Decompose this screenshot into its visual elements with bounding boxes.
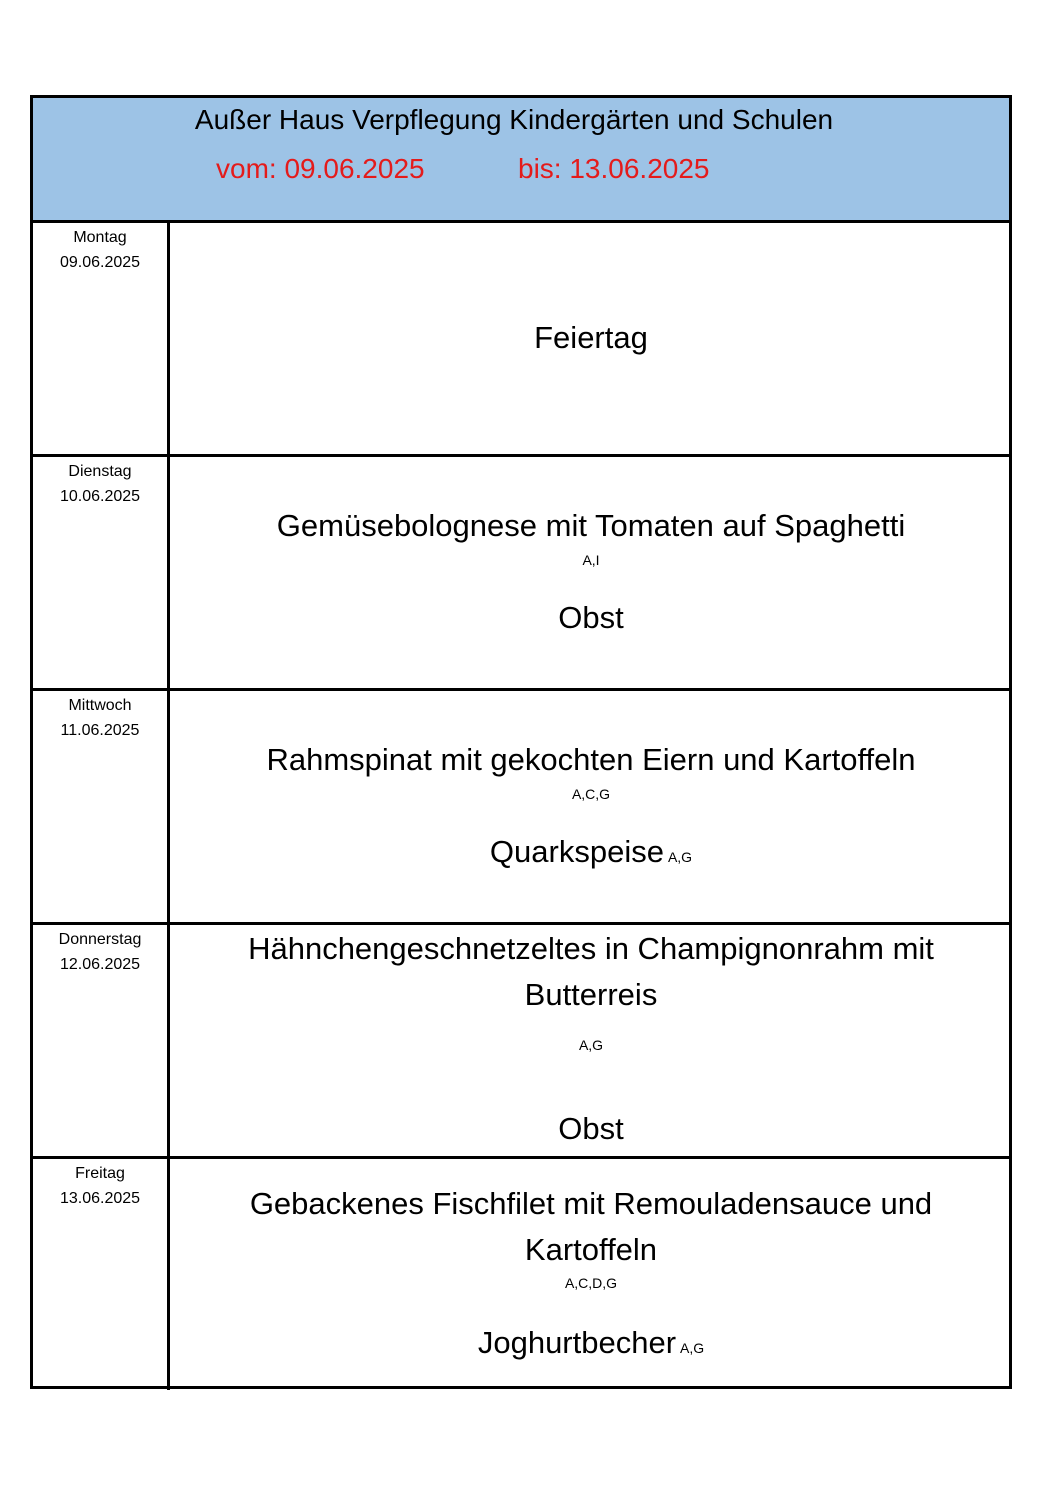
meal-cell [173, 691, 1009, 922]
date-label: 09.06.2025 [59, 254, 141, 271]
date-to: bis: 13.06.2025 [518, 153, 710, 184]
day-row-friday [33, 1159, 1009, 1390]
main-dish: Rahmspinat mit gekochten Eiern und Kartoffeln [266, 742, 916, 777]
date-label: 11.06.2025 [60, 722, 140, 739]
day-row-wednesday [33, 691, 1009, 925]
dessert: Obst [558, 1111, 624, 1146]
date-label: 10.06.2025 [59, 488, 141, 505]
day-row-monday [33, 223, 1009, 457]
dessert: Joghurtbecher [477, 1325, 677, 1360]
weekday-label: Donnerstag [58, 931, 142, 948]
dessert: Obst [558, 600, 624, 635]
main-dish-line-2: Kartoffeln [524, 1232, 658, 1267]
day-cell [33, 1159, 170, 1390]
day-cell [33, 457, 170, 688]
dessert-allergens: A,G [667, 849, 693, 865]
date-from: vom: 09.06.2025 [216, 153, 425, 184]
main-allergens: A,I [582, 552, 600, 568]
weekday-label: Freitag [75, 1165, 125, 1182]
dessert-allergens: A,G [680, 1340, 705, 1356]
day-row-tuesday [33, 457, 1009, 691]
date-label: 12.06.2025 [59, 956, 141, 973]
dessert: Quarkspeise [489, 834, 664, 869]
main-allergens: A,G [578, 1037, 604, 1053]
meal-cell [173, 925, 1009, 1156]
date-label: 13.06.2025 [59, 1190, 141, 1207]
meal-cell [173, 457, 1009, 688]
day-cell [33, 223, 170, 454]
main-allergens: A,C,G [571, 786, 611, 802]
menu-table [30, 95, 1012, 1389]
dessert-line [173, 1325, 1009, 1361]
meal-cell [173, 223, 1009, 454]
menu-header [33, 98, 1009, 223]
menu-title: Außer Haus Verpflegung Kindergärten und Schulen [194, 104, 834, 135]
main-dish-line-1: Hähnchengeschnetzeltes in Champignonrahm mit [248, 931, 934, 966]
dessert-line [173, 834, 1009, 870]
meal-cell [173, 1159, 1009, 1390]
main-dish-line-2: Butterreis [524, 977, 658, 1012]
main-dish: Gemüsebolognese mit Tomaten auf Spaghetti [276, 508, 906, 543]
weekday-label: Montag [73, 229, 127, 246]
main-dish-line-1: Gebackenes Fischfilet mit Remouladensauce und [249, 1186, 933, 1221]
weekday-label: Mittwoch [68, 697, 132, 714]
day-cell [33, 691, 170, 922]
main-allergens: A,C,D,G [564, 1275, 618, 1291]
main-dish: Feiertag [534, 320, 648, 355]
weekday-label: Dienstag [68, 463, 132, 480]
day-cell [33, 925, 170, 1156]
day-row-thursday [33, 925, 1009, 1159]
